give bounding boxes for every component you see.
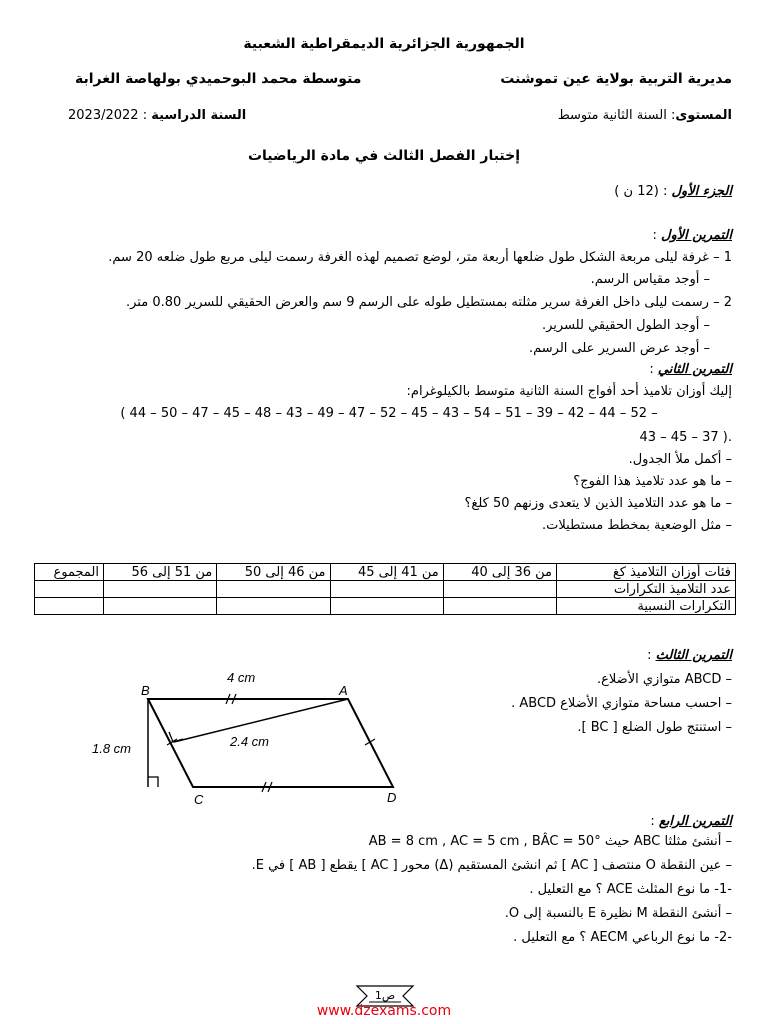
ex1-line1: 1 – غرفة ليلى مربعة الشكل طول ضلعها أربعة متر، لوضع تصميم لهذه الغرفة رسمت ليلى مربع طول ضلعه 20 سم. [108, 250, 732, 265]
vertex-a-label: A [339, 683, 348, 698]
ex3-line1: – ABCD متوازي الأضلاع. [597, 672, 732, 687]
ex3-colon: : [647, 648, 656, 663]
ex4-line5: -2- ما نوع الرباعي AECM ؟ مع التعليل . [513, 930, 732, 945]
level-value: : السنة الثانية متوسط [557, 108, 676, 123]
parallelogram-figure [85, 665, 405, 810]
table-cell[interactable] [443, 598, 556, 615]
ex2-q3: – ما هو عدد التلاميذ الذين لا يتعدى وزنهم 50 كلغ؟ [464, 496, 732, 511]
part1-title: الجزء الأول [671, 184, 732, 199]
table-cell[interactable] [217, 598, 330, 615]
table-cell[interactable] [104, 598, 217, 615]
parallelogram-shape [148, 699, 393, 787]
watermark: www.dzexams.com [316, 1003, 452, 1019]
year-label: السنة الدراسية [151, 108, 247, 123]
table-row-label: عدد التلاميذ التكرارات [557, 581, 736, 598]
school-name: متوسطة محمد البوحميدي بولهاصة الغرابة [75, 71, 362, 87]
vertex-c-label: C [194, 792, 204, 807]
label-height: 2.4 cm [230, 734, 270, 749]
table-row-label: التكرارات النسبية [557, 598, 736, 615]
ex4-colon: : [650, 814, 659, 829]
ex1-line5: – أوجد عرض السرير على الرسم. [528, 341, 710, 356]
label-side: 1.8 cm [92, 741, 132, 756]
ex3-line3: – استنتج طول الضلع [ BC ]. [577, 720, 732, 735]
level-label: المستوى [675, 108, 732, 123]
ex2-intro: إليك أوزان تلاميذ أحد أفواج السنة الثانية متوسط بالكيلوغرام: [406, 384, 732, 399]
level-line [558, 108, 732, 123]
ex3-title: التمرين الثالث [655, 648, 732, 663]
page-number: 1ص [374, 989, 396, 1002]
table-cell[interactable] [35, 598, 104, 615]
ex3-heading [647, 648, 732, 663]
ex1-line3: 2 – رسمت ليلى داخل الغرفة سرير مثلته بمستطيل طوله على الرسم 9 سم والعرض الحقيقي للسرير 0.80 متر. [125, 295, 732, 310]
right-angle-mark-base [148, 777, 158, 787]
ex2-data-line1: ( 44 – 50 – 47 – 45 – 48 – 43 – 49 – 47 – 52 – 45 – 43 – 54 – 51 – 39 – 42 – 44 – 52 – [120, 406, 658, 421]
ex2-q1: – أكمل ملأ الجدول. [628, 452, 732, 467]
table-header-cell: من 51 إلى 56 [104, 564, 217, 581]
republic-title: الجمهورية الجزائرية الديمقراطية الشعبية [243, 36, 525, 52]
ex1-title: التمرين الأول [661, 228, 732, 243]
label-top-length: 4 cm [227, 670, 256, 685]
ex3-line2: – احسب مساحة متوازي الأضلاع ABCD . [511, 696, 732, 711]
ex4-line2: – عين النقطة O منتصف [ AC ] ثم انشئ المستقيم (Δ) محور [ AC ] يقطع [ AB ] في E. [251, 858, 732, 873]
ex2-heading [649, 362, 732, 377]
table-header-cell: فئات أوزان التلاميذ كغ [557, 564, 736, 581]
ex1-line4: – أوجد الطول الحقيقي للسرير. [541, 318, 710, 333]
frequency-table [34, 563, 736, 615]
table-cell[interactable] [35, 581, 104, 598]
ex2-colon: : [649, 362, 658, 377]
ex2-data-line2: 43 – 45 – 37 ). [639, 430, 732, 445]
year-line [68, 108, 246, 123]
ex1-heading [653, 228, 733, 243]
ex4-line4: – أنشئ النقطة M نظيرة E بالنسبة إلى O. [504, 906, 732, 921]
ex4-line3: -1- ما نوع المثلث ACE ؟ مع التعليل . [529, 882, 732, 897]
directorate: مديرية التربية بولاية عين تموشنت [500, 71, 732, 87]
vertex-d-label: D [387, 790, 397, 805]
vertex-b-label: B [141, 683, 150, 698]
table-header-cell: من 41 إلى 45 [330, 564, 443, 581]
ex4-line1: – أنشئ مثلثا ABC حيث °AB = 8 cm , AC = 5 cm , BÂC = 50 [368, 834, 732, 849]
part1-heading [614, 184, 732, 199]
table-row [35, 564, 736, 581]
table-row [35, 581, 736, 598]
table-header-cell: المجموع [35, 564, 104, 581]
ex1-line2: – أوجد مقياس الرسم. [590, 272, 710, 287]
ex2-q2: – ما هو عدد تلاميذ هذا الفوج؟ [573, 474, 732, 489]
table-cell[interactable] [217, 581, 330, 598]
table-row [35, 598, 736, 615]
part1-points: : (12 ن ) [614, 184, 668, 199]
ex2-title: التمرين الثاني [657, 362, 732, 377]
table-cell[interactable] [104, 581, 217, 598]
ex4-title: التمرين الرابع [658, 814, 732, 829]
table-header-cell: من 36 إلى 40 [443, 564, 556, 581]
table-cell[interactable] [330, 581, 443, 598]
ex4-heading [650, 814, 732, 829]
year-value: : 2023/2022 [68, 108, 148, 123]
ex1-colon: : [652, 228, 662, 243]
exam-title: إختبار الفصل الثالث في مادة الرياضيات [247, 148, 521, 164]
ex2-q4: – مثل الوضعية بمخطط مستطيلات. [542, 518, 732, 533]
table-cell[interactable] [443, 581, 556, 598]
table-cell[interactable] [330, 598, 443, 615]
table-header-cell: من 46 إلى 50 [217, 564, 330, 581]
